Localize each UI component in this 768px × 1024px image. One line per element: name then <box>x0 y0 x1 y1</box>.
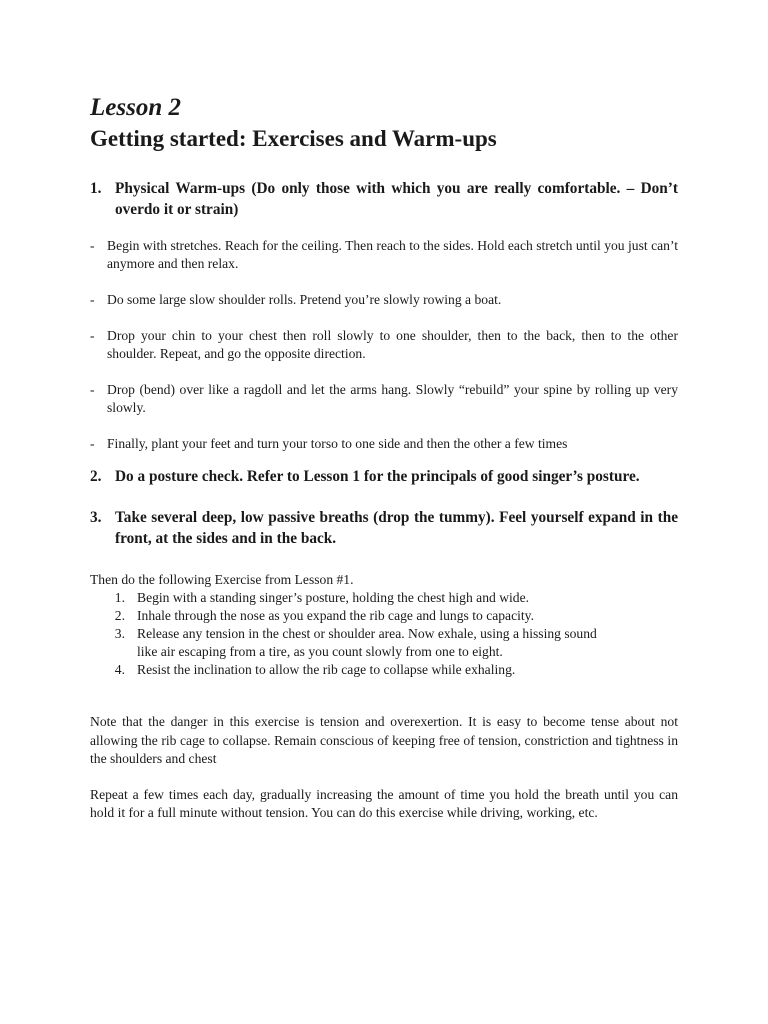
list-item-text: Finally, plant your feet and turn your torso to one side and then the other a few times <box>107 436 568 451</box>
list-item <box>90 607 618 625</box>
list-item <box>90 589 618 607</box>
section-3-heading <box>90 507 678 549</box>
list-item <box>90 661 618 679</box>
lesson-label: Lesson 2 <box>90 94 181 121</box>
list-item-text: Begin with stretches. Reach for the ceiling. Then reach to the sides. Hold each stretch until you just can’t anymore and then relax. <box>107 238 678 271</box>
list-item <box>90 327 678 363</box>
list-item-text: Do some large slow shoulder rolls. Pretend you’re slowly rowing a boat. <box>107 292 502 307</box>
list-item <box>90 237 678 273</box>
note-paragraph: Note that the danger in this exercise is tension and overexertion. It is easy to become tense about not allowing the rib cage to collapse. Remain conscious of keeping free of tension, constriction and tightness in the shoulders and chest <box>90 714 678 766</box>
warmup-list <box>90 237 678 453</box>
section-2-heading-text: Do a posture check. Refer to Lesson 1 for the principals of good singer’s posture. <box>115 468 640 485</box>
exercise-steps <box>90 589 678 679</box>
bullet-dash: - <box>90 382 95 397</box>
section-2-heading <box>90 466 678 487</box>
list-item <box>90 435 678 453</box>
step-number: 2. <box>114 608 125 623</box>
step-number: 1. <box>114 590 125 605</box>
bullet-dash: - <box>90 238 95 253</box>
list-item <box>90 381 678 417</box>
exercise-intro: Then do the following Exercise from Lesson #1. <box>90 572 354 587</box>
section-3-heading-text: Take several deep, low passive breaths (drop the tummy). Feel yourself expand in the front, at the sides and in the back. <box>115 509 678 547</box>
page-title: Getting started: Exercises and Warm-ups <box>90 126 497 151</box>
step-text: Inhale through the nose as you expand the rib cage and lungs to capacity. <box>137 608 534 623</box>
bullet-dash: - <box>90 436 95 451</box>
list-item-text: Drop your chin to your chest then roll slowly to one shoulder, then to the back, then to the other shoulder. Repeat, and go the opposite direction. <box>107 328 678 361</box>
section-1-heading-text: Physical Warm-ups (Do only those with which you are really comfortable. – Don’t overdo it or strain) <box>115 180 678 218</box>
bullet-dash: - <box>90 292 95 307</box>
step-text: Release any tension in the chest or shoulder area. Now exhale, using a hissing sound like air escaping from a tire, as you count slowly from one to eight. <box>137 626 597 659</box>
step-number: 3. <box>114 626 125 641</box>
list-item <box>90 291 678 309</box>
list-item <box>90 625 618 661</box>
section-3-number: 3. <box>90 509 102 526</box>
step-text: Begin with a standing singer’s posture, holding the chest high and wide. <box>137 590 530 605</box>
bullet-dash: - <box>90 328 95 343</box>
list-item-text: Drop (bend) over like a ragdoll and let the arms hang. Slowly “rebuild” your spine by rolling up very slowly. <box>107 382 678 415</box>
repeat-paragraph: Repeat a few times each day, gradually increasing the amount of time you hold the breath until you can hold it for a full minute without tension. You can do this exercise while driving, working, etc. <box>90 786 678 820</box>
section-1-number: 1. <box>90 180 102 197</box>
section-1-heading <box>90 178 678 220</box>
step-number: 4. <box>114 662 125 677</box>
step-text: Resist the inclination to allow the rib cage to collapse while exhaling. <box>137 662 516 677</box>
section-2-number: 2. <box>90 468 102 485</box>
